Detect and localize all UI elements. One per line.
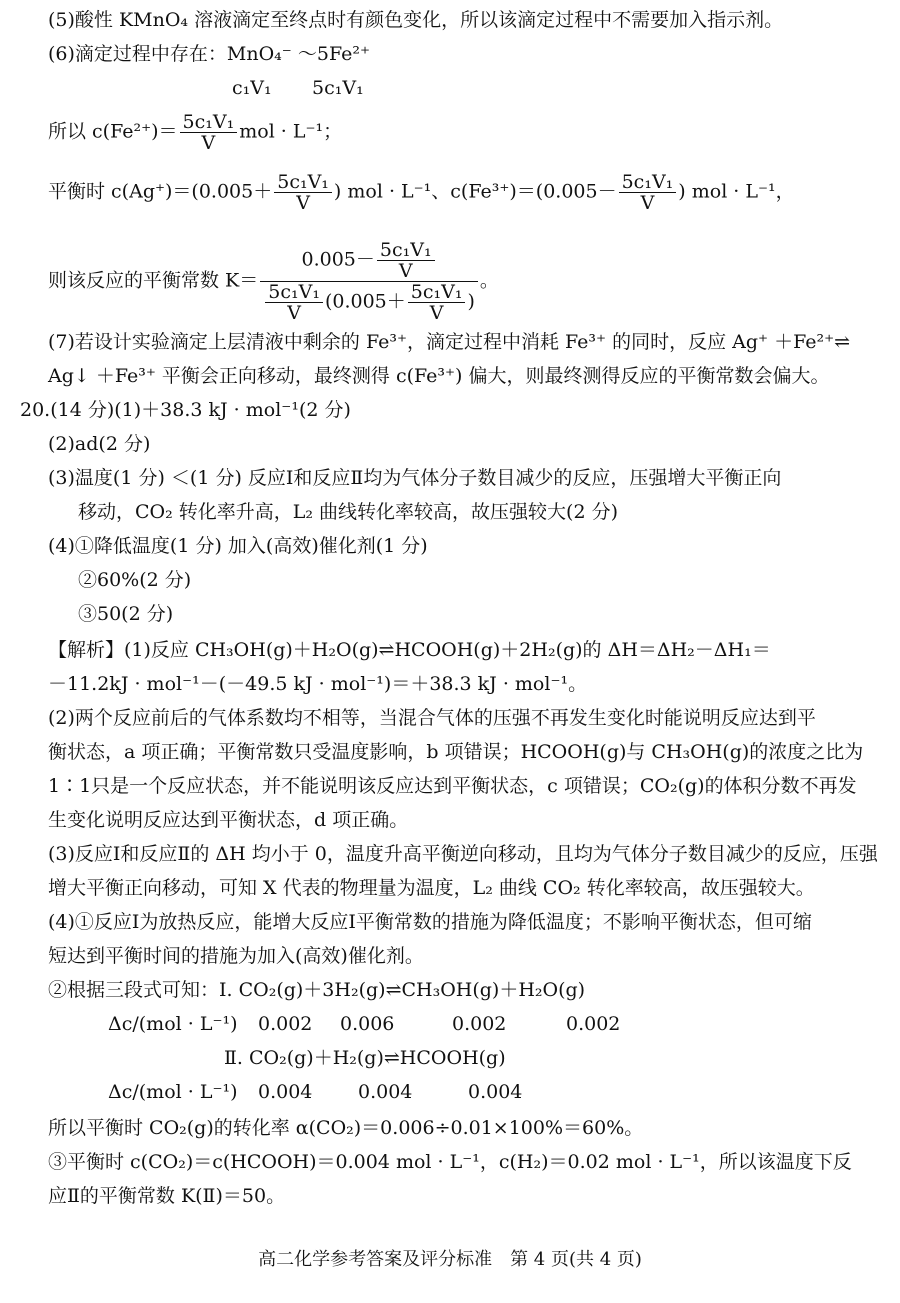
explanation3-line2: 增大平衡正向移动，可知 X 代表的物理量为温度，L₂ 曲线 CO₂ 转化率较高，故压强较大。 — [48, 877, 815, 899]
fraction-num: 5c₁V₁ — [265, 282, 323, 303]
explanation4-line4: 所以平衡时 CO₂(g)的转化率 α(CO₂)＝0.006÷0.01×100%＝60%。 — [48, 1117, 644, 1139]
k-suffix: 。 — [479, 269, 499, 292]
q20-answer3-line1: (3)温度(1 分) ＜(1 分) 反应Ⅰ和反应Ⅱ均为气体分子数目减少的反应，压强增大平衡正向 — [48, 467, 782, 489]
page-footer: 高二化学参考答案及评分标准 第 4 页(共 4 页) — [258, 1249, 642, 1270]
fe2-concentration — [48, 112, 342, 153]
k-den-suffix: ) — [467, 290, 475, 313]
explanation1-line2: －11.2kJ · mol⁻¹－(－49.5 kJ · mol⁻¹)＝＋38.3 kJ · mol⁻¹。 — [48, 673, 588, 695]
fraction-den: V — [398, 260, 413, 282]
q20-heading: 20.(14 分)(1)＋38.3 kJ · mol⁻¹(2 分) — [20, 399, 351, 421]
q19-part7-line2: Ag↓ ＋Fe³⁺ 平衡会正向移动，最终测得 c(Fe³⁺) 偏大，则最终测得反应的平衡常数会偏大。 — [48, 365, 830, 387]
table2-value: 0.004 — [258, 1081, 313, 1103]
fraction-den: V — [201, 132, 216, 154]
explanation2-line4: 生变化说明反应达到平衡状态，d 项正确。 — [48, 809, 409, 831]
table1-value: 0.002 — [566, 1013, 621, 1035]
q20-answer2: (2)ad(2 分) — [48, 433, 151, 455]
explanation2-line3: 1∶1只是一个反应状态，并不能说明该反应达到平衡状态，c 项错误；CO₂(g)的体积分数不再发 — [48, 775, 857, 797]
fraction — [274, 172, 332, 213]
fraction — [180, 112, 238, 153]
q19-part6: (6)滴定过程中存在：MnO₄⁻ ～5Fe²⁺ — [48, 43, 370, 65]
fe2-prefix: 所以 c(Fe²⁺)＝ — [48, 120, 178, 143]
fraction-num: 5c₁V₁ — [180, 112, 238, 133]
eq-mid: ) mol · L⁻¹、c(Fe³⁺)＝(0.005－ — [333, 180, 617, 203]
k-num-prefix: 0.005－ — [301, 248, 375, 271]
table2-value: 0.004 — [468, 1081, 523, 1103]
fraction-num: 5c₁V₁ — [408, 282, 466, 303]
q20-answer3-line2: 移动，CO₂ 转化率升高，L₂ 曲线转化率较高，故压强较大(2 分) — [78, 501, 618, 523]
table1-value: 0.006 — [340, 1013, 395, 1035]
q20-answer4-line1: (4)①降低温度(1 分) 加入(高效)催化剂(1 分) — [48, 535, 428, 557]
fraction-num: 5c₁V₁ — [274, 172, 332, 193]
k-prefix: 则该反应的平衡常数 K＝ — [48, 269, 259, 292]
equilibrium-concentrations — [48, 172, 795, 213]
fraction — [377, 240, 435, 281]
fraction-den: V — [287, 302, 301, 324]
table1-value: 0.002 — [258, 1013, 313, 1035]
eq-prefix: 平衡时 c(Ag⁺)＝(0.005＋ — [48, 180, 273, 203]
k-fraction — [260, 240, 478, 323]
fraction-den: V — [429, 302, 444, 324]
explanation2-line1: (2)两个反应前后的气体系数均不相等，当混合气体的压强不再发生变化时能说明反应达到平 — [48, 707, 816, 729]
fraction — [265, 282, 323, 323]
q19-part7-line1: (7)若设计实验滴定上层清液中剩余的 Fe³⁺，滴定过程中消耗 Fe³⁺ 的同时，反应 Ag⁺ ＋Fe²⁺⇌ — [48, 331, 851, 353]
explanation4-line6: 应Ⅱ的平衡常数 K(Ⅱ)＝50。 — [48, 1185, 286, 1207]
fraction — [619, 172, 677, 213]
unit: mol · L⁻¹； — [239, 120, 343, 143]
fraction-num: 5c₁V₁ — [619, 172, 677, 193]
explanation2-line2: 衡状态，a 项正确；平衡常数只受温度影响，b 项错误；HCOOH(g)与 CH₃OH(g)的浓度之比为 — [48, 741, 864, 763]
explanation4-line3: ②根据三段式可知：Ⅰ. CO₂(g)＋3H₂(g)⇌CH₃OH(g)＋H₂O(g) — [48, 979, 586, 1001]
q19-part5: (5)酸性 KMnO₄ 溶液滴定至终点时有颜色变化，所以该滴定过程中不需要加入指示剂。 — [48, 9, 784, 31]
fraction-num: 5c₁V₁ — [377, 240, 435, 261]
explanation4-line5: ③平衡时 c(CO₂)＝c(HCOOH)＝0.004 mol · L⁻¹，c(H₂)＝0.02 mol · L⁻¹，所以该温度下反 — [48, 1151, 852, 1173]
q20-answer4-line3: ③50(2 分) — [78, 603, 174, 625]
explanation4-line1: (4)①反应Ⅰ为放热反应，能增大反应Ⅰ平衡常数的措施为降低温度；不影响平衡状态，但可缩 — [48, 911, 812, 933]
explanation1-line1: 【解析】(1)反应 CH₃OH(g)＋H₂O(g)⇌HCOOH(g)＋2H₂(g)的 ΔH＝ΔH₂－ΔH₁＝ — [48, 639, 771, 661]
k-numerator — [260, 240, 478, 282]
table1-label: Δc/(mol · L⁻¹) — [108, 1013, 238, 1035]
ratio-left: c₁V₁ — [232, 77, 272, 99]
explanation3-line1: (3)反应Ⅰ和反应Ⅱ的 ΔH 均小于 0，温度升高平衡逆向移动，且均为气体分子数目减少的反应，压强 — [48, 843, 878, 865]
fraction-den: V — [296, 192, 310, 214]
table1-value: 0.002 — [452, 1013, 507, 1035]
eq-suffix: ) mol · L⁻¹， — [678, 180, 795, 203]
fraction — [408, 282, 466, 323]
table2-label: Δc/(mol · L⁻¹) — [108, 1081, 238, 1103]
k-den-mid: (0.005＋ — [324, 290, 406, 313]
fraction-den: V — [640, 192, 655, 214]
q20-answer4-line2: ②60%(2 分) — [78, 569, 192, 591]
equilibrium-constant — [48, 240, 499, 323]
reaction2: Ⅱ. CO₂(g)＋H₂(g)⇌HCOOH(g) — [224, 1047, 506, 1069]
k-denominator — [260, 282, 478, 323]
table2-value: 0.004 — [358, 1081, 413, 1103]
explanation4-line2: 短达到平衡时间的措施为加入(高效)催化剂。 — [48, 945, 424, 967]
ratio-right: 5c₁V₁ — [312, 77, 364, 99]
